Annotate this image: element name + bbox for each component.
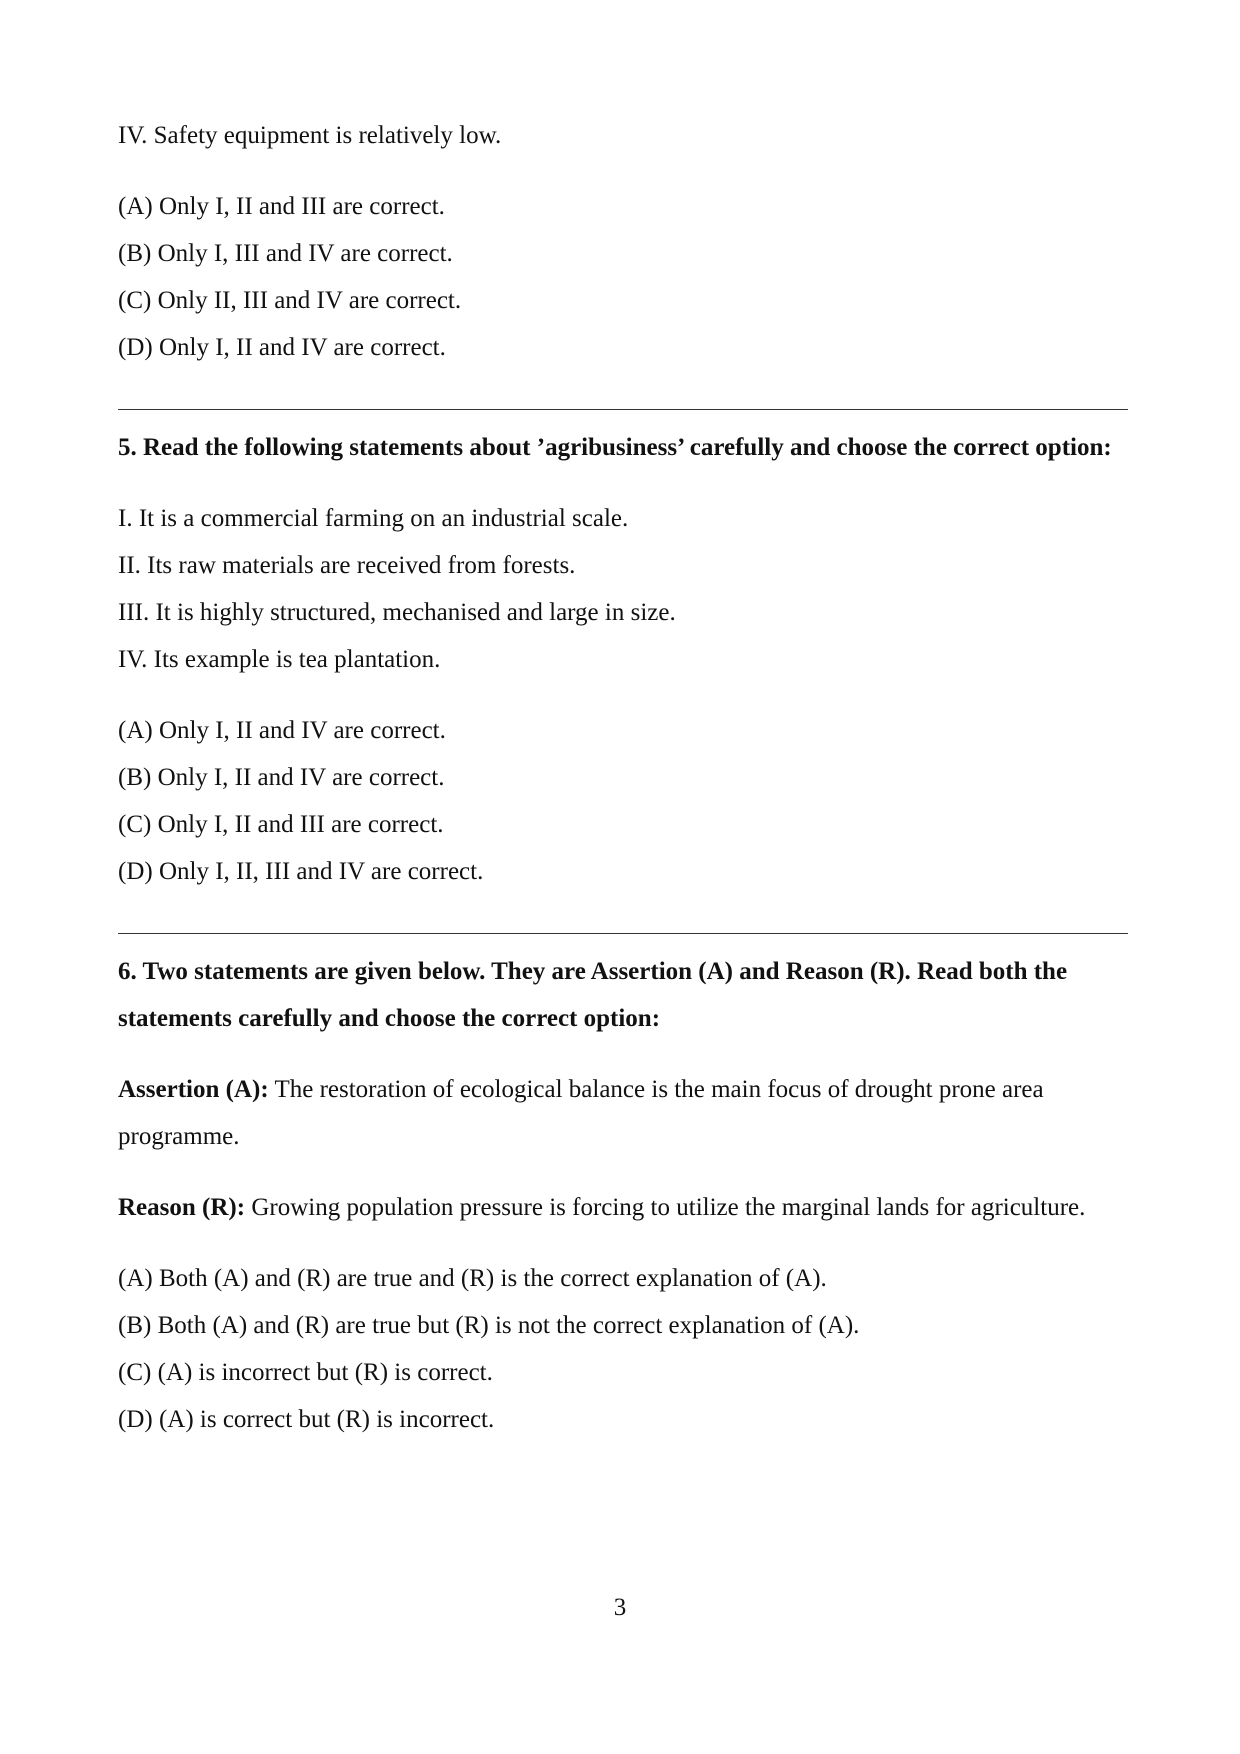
q4-option-c: (C) Only II, III and IV are correct. [118,287,462,314]
q5-statement-iii: III. It is highly structured, mechanised and large in size. [118,599,676,626]
q5-option-a: (A) Only I, II and IV are correct. [118,717,446,744]
q6-option-b: (B) Both (A) and (R) are true but (R) is not the correct explanation of (A). [118,1312,860,1339]
q6-option-a: (A) Both (A) and (R) are true and (R) is the correct explanation of (A). [118,1265,827,1292]
q6-assertion [118,1066,1128,1160]
q5-question: 5. Read the following statements about ’agribusiness’ carefully and choose the correct option: [118,434,1112,461]
q6-option-d: (D) (A) is correct but (R) is incorrect. [118,1406,495,1433]
page-content [118,112,1128,1443]
q4-option-d: (D) Only I, II and IV are correct. [118,334,446,361]
page-number: 3 [613,1594,627,1621]
q5-statement-ii: II. Its raw materials are received from forests. [118,552,576,579]
reason-text: Growing population pressure is forcing to utilize the marginal lands for agriculture. [245,1194,1086,1221]
q4-option-a: (A) Only I, II and III are correct. [118,193,445,220]
q6-question: 6. Two statements are given below. They are Assertion (A) and Reason (R). Read both the statements carefully and choose the correct option: [118,958,1068,1032]
q5-option-b: (B) Only I, II and IV are correct. [118,764,445,791]
q6-reason [118,1184,1128,1231]
q5-option-d: (D) Only I, II, III and IV are correct. [118,858,484,885]
q5-option-c: (C) Only I, II and III are correct. [118,811,444,838]
q4-option-b: (B) Only I, III and IV are correct. [118,240,453,267]
assertion-label: Assertion (A): [118,1076,269,1103]
q6-option-c: (C) (A) is incorrect but (R) is correct. [118,1359,493,1386]
q5-statement-i: I. It is a commercial farming on an industrial scale. [118,505,629,532]
q4-statement-iv: IV. Safety equipment is relatively low. [118,122,502,149]
assertion-text: The restoration of ecological balance is the main focus of drought prone area programme. [118,1076,1044,1150]
q5-statement-iv: IV. Its example is tea plantation. [118,646,441,673]
reason-label: Reason (R): [118,1194,246,1221]
